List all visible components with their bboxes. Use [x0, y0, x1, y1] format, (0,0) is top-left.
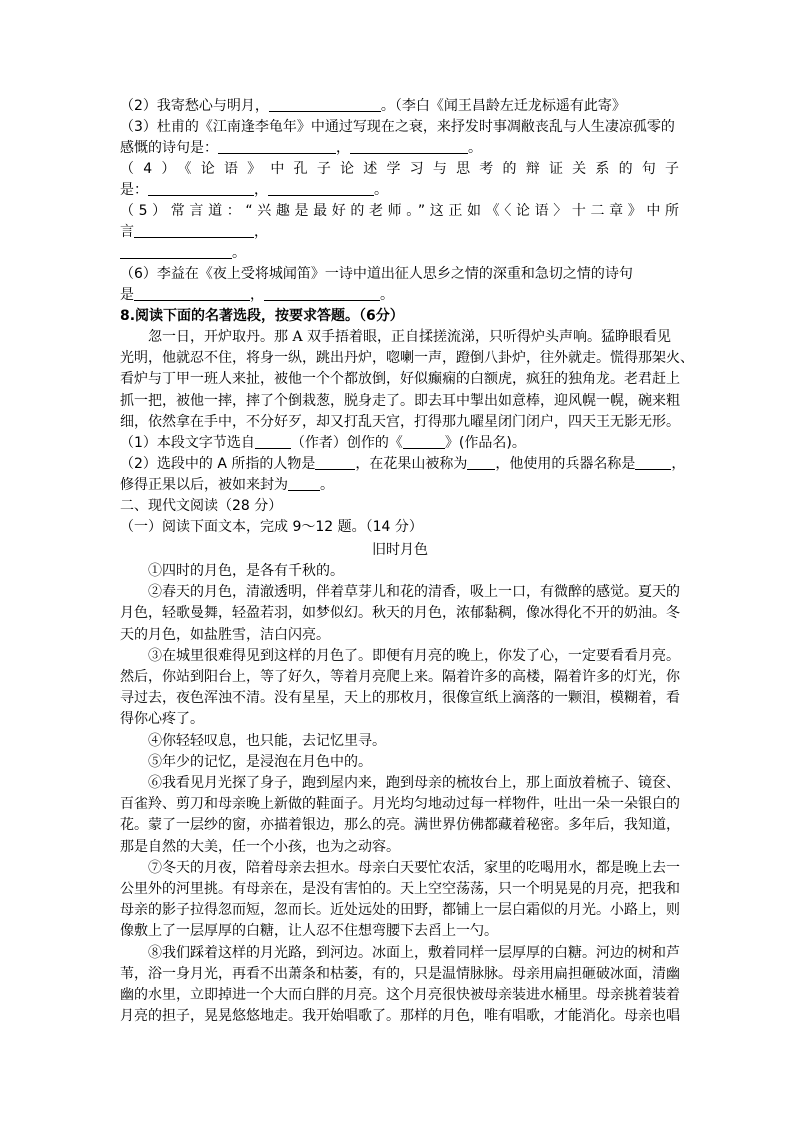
answer-blank[interactable] [269, 97, 381, 112]
q7-item6-line2: 是 ， 。 [120, 287, 394, 303]
q8-sub2-line2: 修得正果以后，被如来封为 。 [120, 477, 334, 494]
article-line: 母亲的影子拉得忽而短，忽而长。近处远处的田野，都铺上一层白霜似的月光。小路上，则 [120, 902, 680, 919]
q7-item4-line1: （4）《论语》中孔子论述学习与思考的辩证关系的句子 [120, 161, 680, 177]
article-line: 幽的水里，立即掉进一个大而白胖的月亮。这个月亮很快被母亲装进水桶里。母亲挑着装着 [120, 987, 680, 1004]
article-paragraph: ③在城里很难得见到这样的月色了。即便有月亮的晚上，你发了心，一定要看看月亮。 [148, 647, 680, 664]
article-paragraph: ⑥我看见月光探了身子，跑到屋内来，跑到母亲的梳妆台上，那上面放着梳子、镜奁、 [148, 775, 680, 792]
answer-blank[interactable] [635, 455, 671, 470]
section2-part1: （一）阅读下面文本，完成 9～12 题。（14 分） [120, 519, 423, 536]
answer-blank[interactable] [218, 139, 336, 154]
answer-blank[interactable] [268, 181, 374, 196]
q8-passage [120, 327, 694, 433]
answer-blank[interactable] [148, 181, 254, 196]
article-title: 旧时月色 [372, 542, 428, 559]
article-body [120, 561, 680, 1027]
answer-blank[interactable] [134, 223, 254, 238]
article-line: 公里外的河里挑。有母亲在，是没有害怕的。天上空空荡荡，只一个明晃晃的月亮，把我和 [120, 881, 680, 898]
article-line: 像敷上了一层厚厚的白糖，让人忍不住想弯腰下去舀上一勺。 [120, 923, 498, 940]
article-line: 然后，你站到阳台上，等了好久，等着月亮爬上来。隔着许多的高楼，隔着许多的灯光，你 [120, 669, 680, 686]
article-line: 得你心疼了。 [120, 711, 204, 728]
q7-item3-line1: （3）杜甫的《江南逢李龟年》中通过写现在之衰，来抒发时事凋敝丧乱与人生凄凉孤零的 [120, 119, 675, 135]
q7-item5-line1: （5）常言道：“兴趣是最好的老师。”这正如《〈论语〉十二章》中所 [120, 203, 680, 219]
article-line: 花。蒙了一层纱的窗，亦描着银边，那么的亮。满世界仿佛都藏着秘密。多年后，我知道， [120, 817, 680, 834]
q8-sub2-line1: （2）选段中的 A 所指的人物是 ，在花果山被称为 ，他使用的兵器名称是 ， [120, 456, 686, 473]
answer-blank[interactable] [255, 434, 291, 449]
article-paragraph: ②春天的月色，清澈透明，伴着草芽儿和花的清香，吸上一口，有微醉的感觉。夏天的 [148, 584, 680, 601]
passage-line: 抓一把，被他一摔，摔了个倒栽葱，脱身走了。即去耳中掣出如意棒，迎风幌一幌，碗来粗 [120, 392, 680, 409]
article-line: 天的月色，如盐胜雪，洁白闪亮。 [120, 626, 330, 643]
article-line: 那是自然的大美，任一个小孩，也为之动容。 [120, 838, 400, 855]
answer-blank[interactable] [467, 455, 495, 470]
passage-line: 忽一日，开炉取丹。那 A 双手捂着眼，正自揉搓流涕，只听得炉头声响。猛睁眼看见 [148, 329, 672, 345]
exam-page [120, 96, 694, 1027]
answer-blank[interactable] [264, 286, 380, 301]
answer-blank[interactable] [120, 244, 232, 259]
answer-blank[interactable] [350, 139, 468, 154]
article-line: 苇，浴一身月光，再看不出萧条和枯萎，有的，只是温情脉脉。母亲用扁担砸破冰面，清幽 [120, 965, 680, 982]
article-line: 月亮的担子，晃晃悠悠地走。我开始唱歌了。那样的月色，唯有唱歌，才能消化。母亲也唱 [120, 1008, 680, 1025]
article-paragraph: ⑧我们踩着这样的月光路，到河边。冰面上，敷着同样一层厚厚的白糖。河边的树和芦 [148, 944, 680, 961]
q7-item3-line2: 感慨的诗句是： ， 。 [120, 140, 482, 156]
q7-item6-line1: （6）李益在《夜上受将城闻笛》一诗中道出征人思乡之情的深重和急切之情的诗句 [120, 266, 633, 282]
article-line: 月色，轻歌曼舞，轻盈若羽，如梦似幻。秋天的月色，浓郁黏稠，像冰得化不开的奶油。冬 [120, 605, 680, 622]
section2-heading: 二、现代文阅读（28 分） [120, 498, 283, 515]
q7-item5-line3: 。 [120, 243, 680, 264]
q8-heading: 8.阅读下面的名著选段，按要求答题。（6分） [120, 308, 404, 324]
passage-line: 光明，他就忍不住，将身一纵，跳出丹炉，唿喇一声，蹬倒八卦炉，往外就走。慌得那架火、 [120, 350, 694, 367]
q7-item4-line2: 是： ， 。 [120, 182, 388, 198]
article-paragraph: ④你轻轻叹息，也只能，去记忆里寻。 [148, 732, 386, 749]
answer-blank[interactable] [134, 286, 250, 301]
article-paragraph: ①四时的月色，是各有千秋的。 [148, 563, 344, 580]
article-line: 寻过去，夜色浑浊不清。没有星星，天上的那枚月，很像宣纸上滴落的一颗泪，模糊着，看 [120, 690, 680, 707]
q8-sub1: （1）本段文字节选自 （作者）创作的《 》(作品名)。 [120, 435, 526, 452]
passage-line: 看炉与丁甲一班人来扯，被他一个个都放倒，好似癫痫的白额虎，疯狂的独角龙。老君赶上 [120, 371, 680, 388]
q7-item2: （2）我寄愁心与明月， 。（李白《闻王昌龄左迁龙标遥有此寄》 [120, 98, 626, 114]
article-paragraph: ⑤年少的记忆，是浸泡在月色中的。 [148, 753, 372, 770]
article-line: 百雀羚、剪刀和母亲晚上新做的鞋面子。月光均匀地动过每一样物件，吐出一朵一朵银白的 [120, 796, 680, 813]
q7-item5-line2: 言 ， [120, 224, 268, 240]
passage-line: 细，依然拿在手中，不分好歹，却又打乱天宫，打得那九曜星闭门闭户，四天王无影无形。 [120, 413, 680, 430]
answer-blank[interactable] [403, 434, 445, 449]
answer-blank[interactable] [315, 455, 355, 470]
article-paragraph: ⑦冬天的月夜，陪着母亲去担水。母亲白天要忙农活，家里的吃喝用水，都是晚上去一 [148, 859, 680, 876]
answer-blank[interactable] [288, 476, 320, 491]
